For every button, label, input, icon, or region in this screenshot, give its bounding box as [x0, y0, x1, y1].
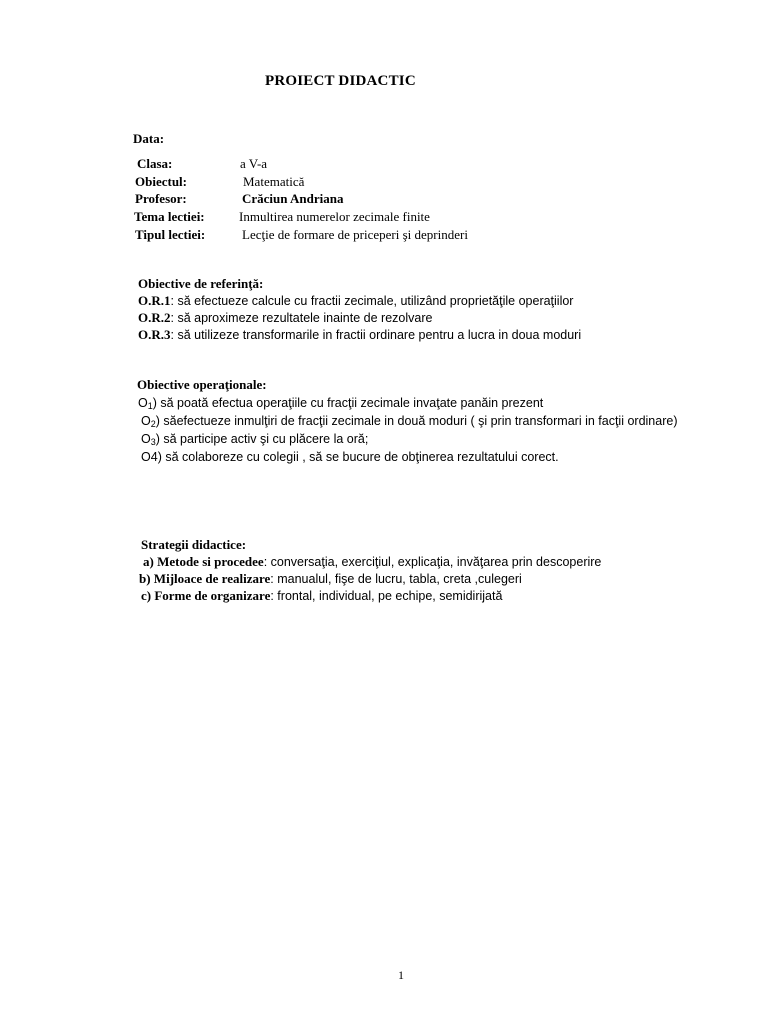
strategy-item: c) Forme de organizare: frontal, individual, pe echipe, semidirijată	[141, 588, 503, 603]
reference-item: O.R.2: să aproximeze rezultatele inainte de rezolvare	[138, 310, 433, 325]
strategies-heading: Strategii didactice:	[141, 537, 247, 552]
data-label: Data:	[133, 131, 165, 146]
tipul-label: Tipul lectiei:	[135, 227, 206, 242]
reference-heading: Obiective de referinţă:	[138, 276, 264, 291]
tema-value: Inmultirea numerelor zecimale finite	[239, 209, 430, 224]
operational-item: $O_2$) săefectueze inmulţiri de fracţii zecimale in două moduri ( şi prin transformari in facţii ordinare)	[141, 414, 678, 429]
obiectul-label: Obiectul:	[135, 174, 187, 189]
reference-item: O.R.3: să utilizeze transformarile in fractii ordinare pentru a lucra in doua moduri	[138, 327, 582, 342]
tipul-value: Lecţie de formare de priceperi şi deprinderi	[242, 227, 468, 242]
clasa-value: a V-a	[240, 156, 268, 171]
clasa-label: Clasa:	[137, 156, 173, 171]
obiectul-value: Matematică	[243, 174, 305, 189]
strategy-item: b) Mijloace de realizare: manualul, fişe de lucru, tabla, creta ,culegeri	[139, 571, 522, 586]
operational-item: $O_3$) să participe activ şi cu plăcere la oră;	[141, 432, 369, 447]
profesor-value: Crăciun Andriana	[242, 191, 344, 206]
profesor-label: Profesor:	[135, 191, 187, 206]
operational-item: O4) să colaboreze cu colegii , să se bucure de obţinerea rezultatului corect.	[141, 450, 559, 464]
tema-label: Tema lectiei:	[134, 209, 205, 224]
page-title: PROIECT DIDACTIC	[265, 73, 416, 89]
operational-item: $O_1$) să poată efectua operaţiile cu fracţii zecimale invaţate panăin prezent	[138, 396, 544, 411]
strategy-item: a) Metode si procedee: conversaţia, exerciţiul, explicaţia, invăţarea prin descoperire	[143, 554, 602, 569]
operational-heading: Obiective operaţionale:	[137, 377, 267, 392]
page-number: 1	[398, 968, 404, 982]
reference-item: O.R.1: să efectueze calcule cu fractii zecimale, utilizând proprietăţile operaţiilor	[138, 293, 574, 308]
